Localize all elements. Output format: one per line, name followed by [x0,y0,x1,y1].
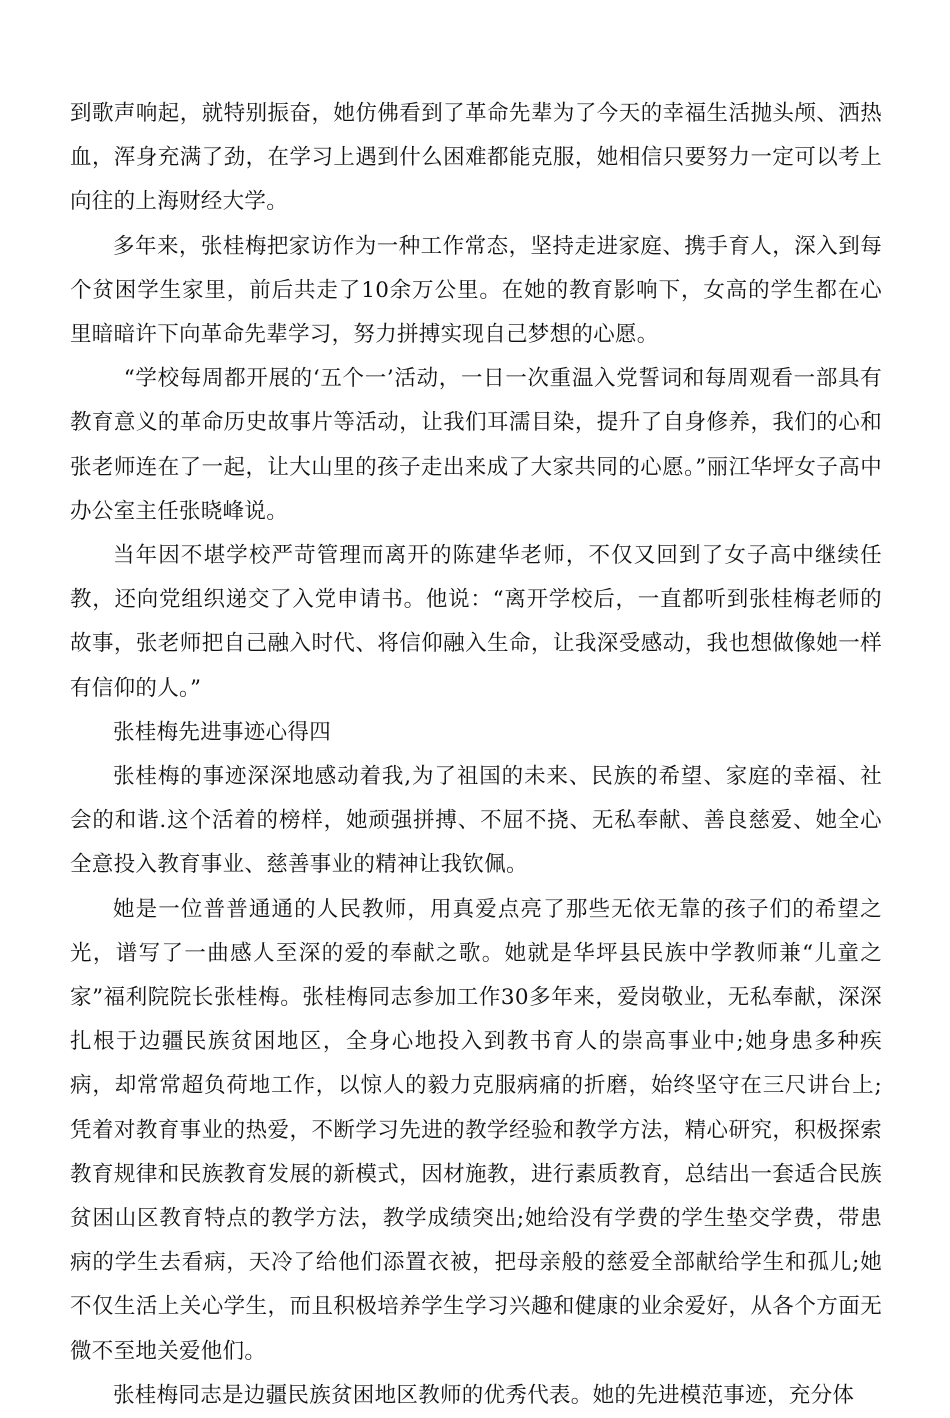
paragraph-ordinary-teacher: 她是一位普普通通的人民教师，用真爱点亮了那些无依无靠的孩子们的希望之光，谱写了一曲感人至深的爱的奉献之歌。她就是华坪县民族中学教师兼“儿童之家”福利院院长张桂梅。张桂梅同志参加工作30多年来，爱岗敬业，无私奉献，深深扎根于边疆民族贫困地区，全身心地投入到教书育人的崇高事业中;她身患多种疾病，却常常超负荷地工作，以惊人的毅力克服病痛的折磨，始终坚守在三尺讲台上;凭着对教育事业的热爱，不断学习先进的教学经验和教学方法，精心研究，积极探索教育规律和民族教育发展的新模式，因材施教，进行素质教育，总结出一套适合民族贫困山区教育特点的教学方法，教学成绩突出;她给没有学费的学生垫交学费，带患病的学生去看病，天冷了给他们添置衣被，把母亲般的慈爱全部献给学生和孤儿;她不仅生活上关心学生，而且积极培养学生学习兴趣和健康的业余爱好，从各个方面无微不至地关爱他们。 [70,896,882,1364]
paragraph-chen-jianhua: 当年因不堪学校严苛管理而离开的陈建华老师，不仅又回到了女子高中继续任教，还向党组织递交了入党申请书。他说：“离开学校后，一直都听到张桂梅老师的故事，张老师把自己融入时代、将信仰融入生命，让我深受感动，我也想做像她一样有信仰的人。” [70,543,882,701]
paragraph-deeds-moved-me: 张桂梅的事迹深深地感动着我,为了祖国的未来、民族的希望、家庭的幸福、社会的和谐.这个活着的榜样，她顽强拼搏、不屈不挠、无私奉献、善良慈爱、她全心全意投入教育事业、慈善事业的精神让我钦佩。 [70,764,882,878]
paragraph-quote-five-ones: “学校每周都开展的‘五个一’活动，一日一次重温入党誓词和每周观看一部具有教育意义的革命历史故事片等活动，让我们耳濡目染，提升了自身修养，我们的心和张老师连在了一起，让大山里的孩子走出来成了大家共同的心愿。”丽江华坪女子高中办公室主任张晓峰说。 [70,366,882,524]
paragraph-outstanding-representative: 张桂梅同志是边疆民族贫困地区教师的优秀代表。她的先进模范事迹，充分体 [113,1382,855,1408]
document-body [70,92,882,1418]
section-heading: 张桂梅先进事迹心得四 [113,719,332,745]
paragraph-continuation: 到歌声响起，就特别振奋，她仿佛看到了革命先辈为了今天的幸福生活抛头颅、洒热血，浑身充满了劲，在学习上遇到什么困难都能克服，她相信只要努力一定可以考上向往的上海财经大学。 [70,101,882,215]
paragraph-home-visits: 多年来，张桂梅把家访作为一种工作常态，坚持走进家庭、携手育人，深入到每个贫困学生家里，前后共走了10余万公里。在她的教育影响下，女高的学生都在心里暗暗许下向革命先辈学习，努力拼搏实现自己梦想的心愿。 [70,233,882,348]
